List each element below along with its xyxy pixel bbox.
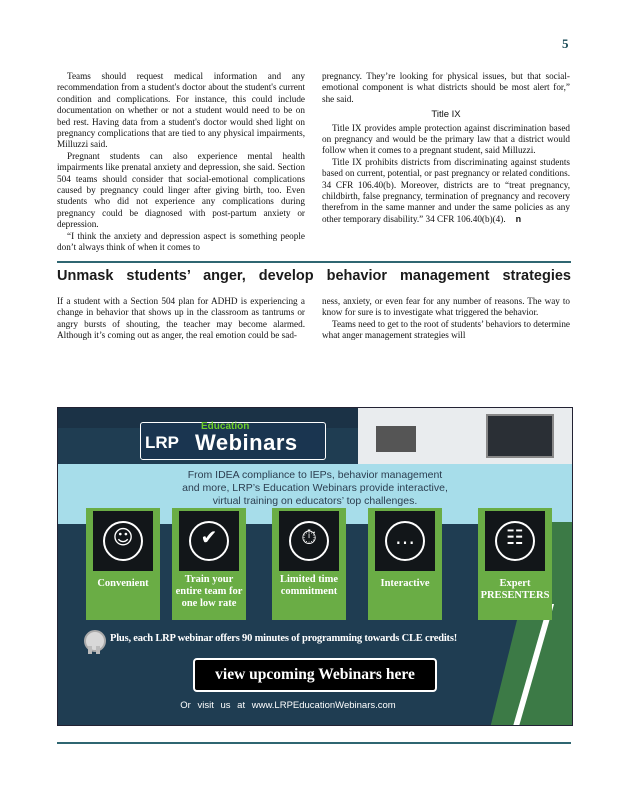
feature-label: Train your entire team for one low rate: [175, 574, 243, 609]
paragraph: “I think the anxiety and depression aspect is something people don’t always think of when it comes to: [57, 230, 305, 253]
cle-credit-text: Plus, each LRP webinar offers 90 minutes of programming towards CLE credits!: [110, 633, 458, 644]
paragraph: Teams need to get to the root of students’ behaviors to determine what anger management strategies will: [322, 318, 570, 341]
ad-photo: [358, 408, 572, 464]
paragraph: Teams should request medical information and any recommendation from a student's doctor about the student's current condition and complications. For instance, this could include documentation on whether or not a student would need to be on bed rest. Having data from a student's doctor would shed light on pregnancy complications that are tied to any physical impairments, Milluzzi said.: [57, 71, 305, 150]
stopwatch-icon: ⏱: [279, 511, 339, 571]
paragraph: ness, anxiety, or even fear for any number of reasons. The way to know for sure is to investigate what triggered the behavior.: [322, 296, 570, 318]
paragraph: If a student with a Section 504 plan for ADHD is experiencing a change in behavior that shows up in the classroom as tantrums or angry bursts of shouting, the teacher may become alarmed. Although it’s coming out as anger, the real emotion could be sad-: [57, 296, 305, 341]
page-number: 5: [562, 36, 569, 51]
feature-tile-limited-time: [272, 508, 346, 620]
photo-object: [376, 426, 416, 452]
paragraph: [322, 157, 570, 225]
paragraph-text: Title IX prohibits districts from discriminating against students based on current, potential, or past pregnancy or related conditions. 34 CFR 106.40(b). Moreover, districts are to “treat pregnancy, childbirth, false pregnancy, termination of pregnancy and recovery therefrom in the same manner and under the same policies as any other temporary disability.” 34 CFR 106.40(b)(4).: [322, 156, 570, 224]
feature-label: Limited time commitment: [279, 574, 339, 597]
feature-tile-train-team: [172, 508, 246, 620]
webinars-website-link[interactable]: Or visit us at www.LRPEducationWebinars.com: [180, 700, 396, 711]
tagline-line: virtual training on educators’ top challenges.: [212, 495, 418, 507]
ad-tagline: [58, 469, 572, 508]
photo-monitor: [486, 414, 554, 458]
article-headline: Unmask students’ anger, develop behavior management strategies: [57, 268, 571, 284]
view-webinars-button[interactable]: view upcoming Webinars here: [193, 658, 437, 692]
presenter-icon: ☷: [485, 511, 545, 571]
feature-label: Convenient: [97, 578, 149, 589]
section-heading: Title IX: [431, 109, 461, 121]
logo-lrp-text: LRP: [145, 433, 179, 452]
logo-education-text: Education: [201, 421, 250, 432]
article2-left-column: [57, 296, 305, 342]
feature-tile-expert-presenters: [478, 508, 552, 620]
paragraph: Pregnant students can also experience mental health impairments like prenatal anxiety and depression, she said. Section 504 teams should consider that social-emotional complications caused by pregnancy could linger after giving birth, too. Even students who did not experience any complications during pregnancy could be diagnosed with post-partum anxiety or depression.: [57, 150, 305, 230]
group-circle-icon: ☺: [93, 511, 153, 571]
feature-tiles: [58, 508, 572, 620]
article1-left-column: [57, 71, 305, 254]
page-bottom-rule: [57, 742, 571, 744]
feature-tile-interactive: [368, 508, 442, 620]
webinar-advertisement[interactable]: [57, 407, 573, 726]
paragraph: Title IX provides ample protection against discrimination based on pregnancy and would be the primary law that a district would follow when it comes to a pregnant student, said Milluzzi.: [322, 122, 570, 156]
feature-label: Interactive: [380, 578, 430, 589]
article1-right-column: [322, 71, 570, 225]
tagline-line: and more, LRP’s Education Webinars provide interactive,: [182, 482, 448, 494]
article2-right-column: [322, 296, 570, 342]
chat-bubbles-icon: …: [375, 511, 435, 571]
paragraph: pregnancy. They’re looking for physical issues, but that social-emotional component is what districts should be most alert for,” she said.: [322, 71, 570, 104]
feature-tile-convenient: [86, 508, 160, 620]
end-mark: n: [515, 213, 522, 224]
logo-webinars-text: Webinars: [195, 430, 298, 455]
lrp-webinars-logo: [140, 422, 326, 460]
feature-label: Expert PRESENTERS: [480, 578, 550, 601]
tagline-line: From IDEA compliance to IEPs, behavior management: [187, 469, 443, 481]
team-training-icon: ✔: [179, 511, 239, 571]
award-ribbon-tails: [88, 646, 100, 654]
section-divider: [57, 261, 571, 263]
